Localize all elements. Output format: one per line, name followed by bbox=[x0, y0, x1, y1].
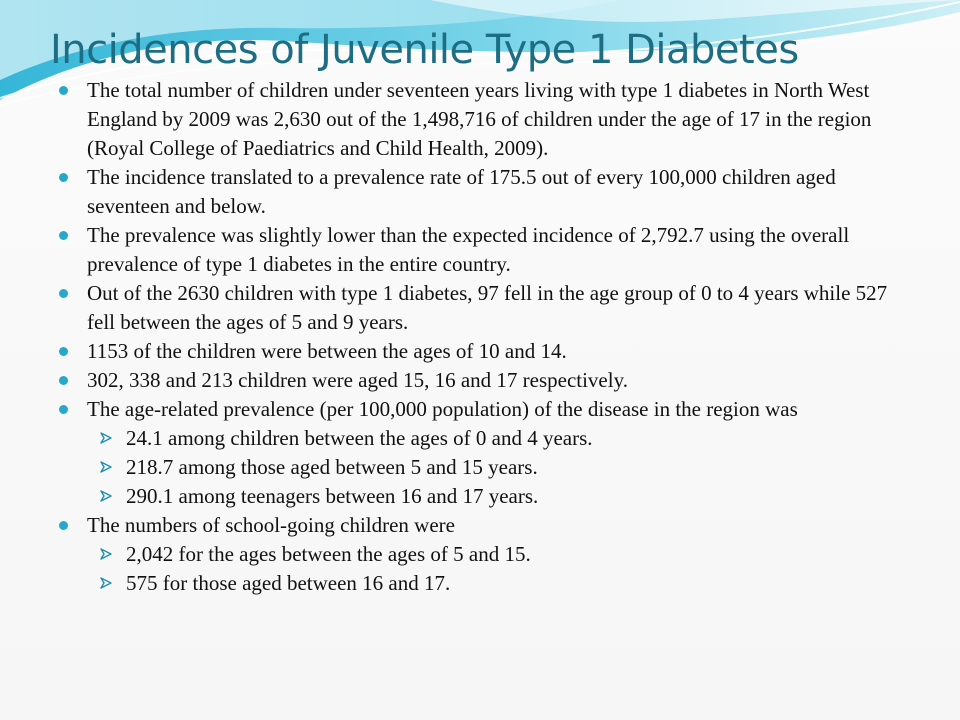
sub-bullet-item bbox=[95, 453, 916, 482]
bullet-dot-icon bbox=[59, 173, 68, 182]
bullet-dot-icon bbox=[59, 86, 68, 95]
bullet-dot-icon bbox=[59, 347, 68, 356]
bullet-text: The incidence translated to a prevalence rate of 175.5 out of every 100,000 children aged seventeen and below. bbox=[87, 165, 836, 218]
bullet-text: Out of the 2630 children with type 1 diabetes, 97 fell in the age group of 0 to 4 years while 527 fell between the ages of 5 and 9 years. bbox=[87, 281, 888, 334]
arrow-bullet-icon bbox=[99, 431, 113, 445]
bullet-item bbox=[56, 76, 916, 163]
bullet-item bbox=[56, 279, 916, 337]
bullet-dot-icon bbox=[59, 289, 68, 298]
slide-title: Incidences of Juvenile Type 1 Diabetes bbox=[50, 27, 799, 73]
bullet-dot-icon bbox=[59, 405, 68, 414]
arrow-bullet-icon bbox=[99, 489, 113, 503]
sub-bullet-list bbox=[95, 424, 916, 511]
bullet-dot-icon bbox=[59, 376, 68, 385]
sub-bullet-text: 290.1 among teenagers between 16 and 17 years. bbox=[126, 484, 539, 508]
sub-bullet-list bbox=[95, 540, 916, 598]
bullet-item bbox=[56, 511, 916, 598]
bullet-text: The age-related prevalence (per 100,000 population) of the disease in the region was bbox=[87, 397, 798, 421]
sub-bullet-item bbox=[95, 424, 916, 453]
bullet-item bbox=[56, 366, 916, 395]
bullet-text: 302, 338 and 213 children were aged 15, 16 and 17 respectively. bbox=[87, 368, 628, 392]
arrow-bullet-icon bbox=[99, 460, 113, 474]
sub-bullet-item bbox=[95, 482, 916, 511]
sub-bullet-text: 24.1 among children between the ages of 0 and 4 years. bbox=[126, 426, 593, 450]
bullet-text: The numbers of school-going children were bbox=[87, 513, 455, 537]
bullet-dot-icon bbox=[59, 521, 68, 530]
bullet-list bbox=[56, 76, 916, 598]
bullet-text: The total number of children under seventeen years living with type 1 diabetes in North West England by 2009 was 2,630 out of the 1,498,716 of children under the age of 17 in the region (Royal College of Paediatrics and Child Health, 2009). bbox=[87, 78, 872, 160]
bullet-text: The prevalence was slightly lower than the expected incidence of 2,792.7 using the overall prevalence of type 1 diabetes in the entire country. bbox=[87, 223, 850, 276]
slide-content bbox=[56, 76, 916, 598]
sub-bullet-text: 575 for those aged between 16 and 17. bbox=[126, 571, 451, 595]
bullet-item bbox=[56, 337, 916, 366]
bullet-item bbox=[56, 395, 916, 511]
arrow-bullet-icon bbox=[99, 547, 113, 561]
sub-bullet-item bbox=[95, 540, 916, 569]
bullet-dot-icon bbox=[59, 231, 68, 240]
bullet-item bbox=[56, 163, 916, 221]
sub-bullet-item bbox=[95, 569, 916, 598]
bullet-item bbox=[56, 221, 916, 279]
bullet-text: 1153 of the children were between the ages of 10 and 14. bbox=[87, 339, 567, 363]
arrow-bullet-icon bbox=[99, 576, 113, 590]
sub-bullet-text: 2,042 for the ages between the ages of 5 and 15. bbox=[126, 542, 531, 566]
sub-bullet-text: 218.7 among those aged between 5 and 15 years. bbox=[126, 455, 538, 479]
